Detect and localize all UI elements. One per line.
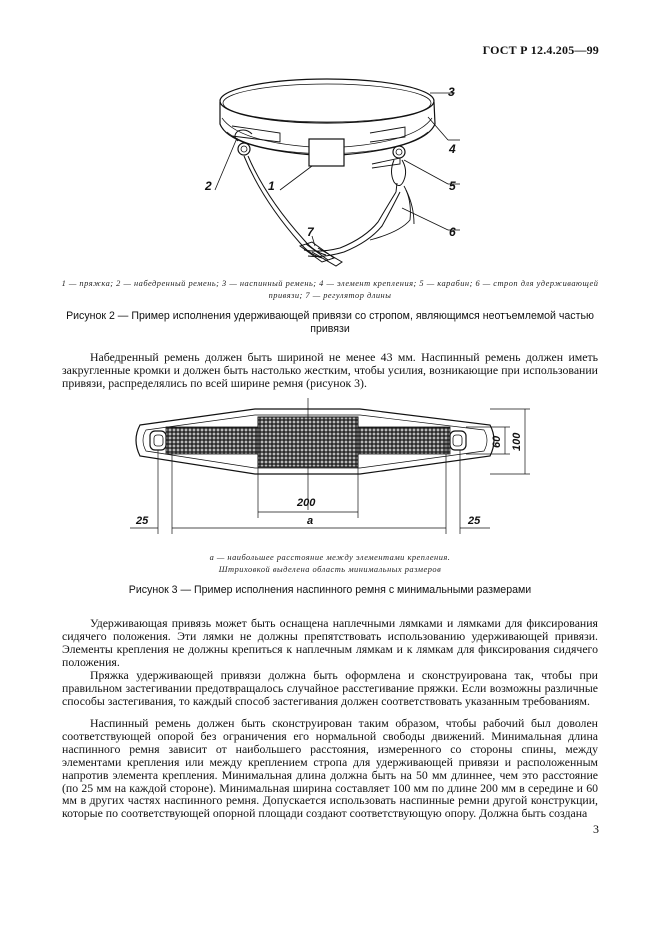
dim-height-60: 60 (491, 435, 503, 448)
callout-4: 4 (449, 142, 456, 156)
left-end-loop (150, 431, 166, 450)
dim-left-25: 25 (136, 515, 149, 527)
dim-height-100: 100 (511, 432, 523, 451)
dim-distance-a: a (307, 515, 314, 527)
figure-3-title: Рисунок 3 — Пример исполнения наспинного ремня с минимальными размерами (128, 584, 532, 596)
paragraph-3: Пряжка удерживающей привязи должна быть оформлена и сконструирована так, чтобы при правильном застегивании предотвращалось случайное расстегивание пряжки. Если возможны различные способы застегивания, то каждый способ застегивания должен соответствовать указанным требованиям. (62, 668, 598, 708)
hatched-area (166, 417, 450, 467)
paragraph-2: Удерживающая привязь может быть оснащена наплечными лямками и лямками для фиксирования сидячего положения. Эти лямки не должны препятствовать использованию удерживающей привязи. Элементы крепления не должны крепиться к наплечным лямкам и к лямкам для фиксирования сидячего положения. (62, 616, 598, 669)
paragraph-1: Набедренный ремень должен быть шириной не менее 43 мм. Наспинный ремень должен иметь закругленные кромки и должен быть настолько жестким, чтобы усилия, возникающие при использовании привязи, распределялись по всей ширине ремня (рисунок 3). (62, 350, 598, 390)
figure-2-legend: 1 — пряжка; 2 — набедренный ремень; 3 — наспинный ремень; 4 — элемент крепления; 5 — карабин; 6 — строп для удерживающей привязи; 7 — регулятор длины (61, 279, 599, 300)
paragraph-4: Наспинный ремень должен быть сконструирован таким образом, чтобы рабочий был доволен соответствующей опорой без ограничения его нормальной свободы движений. Минимальная длина наспинного ремня зависит от наибольшего расстояния, измеренного со стороны спины, между элементами крепления или между креплением стропа для удерживающей привязи и расположенным напротив элемента крепления. Минимальная длина должна быть на 50 мм длиннее, чем это расстояние (по 25 мм на каждой стороне). Минимальная ширина составляет 100 мм по длине 200 мм в середине и 60 мм в других частях наспинного ремня. Допускается использовать наспинные ремни другой конструкции, которые по соответствующей опорной площади создают соответствующую опору. Должна быть создана (62, 716, 598, 821)
callout-7: 7 (307, 225, 314, 239)
callout-3: 3 (448, 85, 455, 99)
dim-center-width: 200 (297, 497, 316, 509)
dim-right-25: 25 (468, 515, 481, 527)
standard-header: ГОСТ Р 12.4.205—99 (482, 43, 599, 57)
callout-5: 5 (449, 179, 456, 193)
callout-1: 1 (268, 179, 275, 193)
figure-3-legend-1: a — наибольшее расстояние между элементами крепления. (209, 553, 451, 562)
callout-2: 2 (205, 179, 212, 193)
page-number: 3 (593, 822, 599, 836)
right-end-loop (450, 431, 466, 450)
figure-2-title: Рисунок 2 — Пример исполнения удерживающей привязи со стропом, являющимся неотъемлемой частью привязи (66, 310, 594, 335)
callout-6: 6 (449, 225, 456, 239)
figure-3-legend-2: Штриховкой выделена область минимальных размеров (218, 565, 442, 574)
